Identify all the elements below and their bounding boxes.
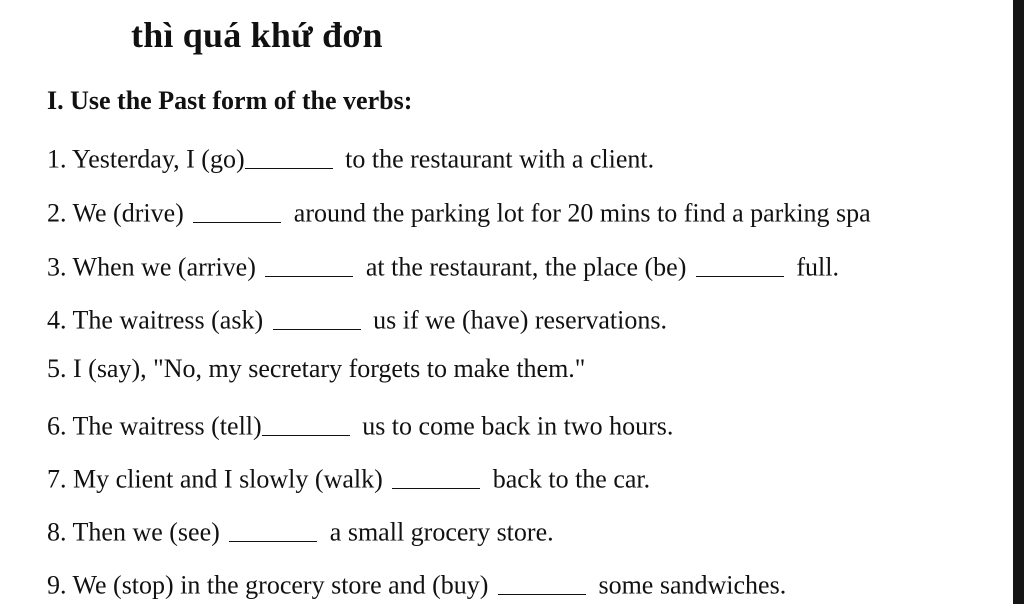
- item-number: 7.: [47, 464, 67, 494]
- item-text-before: My client and I slowly (walk): [73, 464, 383, 494]
- item-text-after: a small grocery store.: [329, 517, 554, 547]
- item-number: 5.: [47, 354, 67, 383]
- item-text-after: back to the car.: [492, 464, 651, 494]
- item-text-before: The waitress (tell): [72, 411, 262, 441]
- exercise-item-7: [47, 462, 650, 493]
- section-heading: I. Use the Past form of the verbs:: [47, 86, 413, 115]
- exercise-item-2: [47, 196, 871, 227]
- item-number: 2.: [47, 198, 67, 228]
- item-text-before: The waitress (ask): [72, 305, 264, 335]
- page-title: thì quá khứ đơn: [131, 15, 383, 55]
- item-text-after: some sandwiches.: [598, 570, 787, 600]
- exercise-item-5: [47, 356, 585, 382]
- answer-blank[interactable]: [265, 250, 353, 277]
- answer-blank[interactable]: [245, 142, 333, 169]
- item-number: 3.: [47, 252, 67, 282]
- answer-blank[interactable]: [193, 196, 281, 223]
- item-text-middle: at the restaurant, the place (be): [365, 252, 687, 282]
- item-number: 6.: [47, 411, 67, 441]
- item-text-after: us if we (have) reservations.: [373, 305, 667, 335]
- answer-blank[interactable]: [229, 515, 317, 542]
- item-text-after: full.: [796, 252, 839, 282]
- item-number: 8.: [47, 517, 67, 547]
- item-text-after: to the restaurant with a client.: [345, 144, 655, 174]
- answer-blank[interactable]: [392, 462, 480, 489]
- item-text-before: We (drive): [72, 198, 184, 228]
- exercise-item-9: [47, 568, 786, 599]
- item-text-before: Yesterday, I (go): [72, 144, 245, 174]
- item-text-before: Then we (see): [72, 517, 220, 547]
- exercise-item-8: [47, 515, 554, 546]
- item-text-before: We (stop) in the grocery store and (buy): [72, 570, 489, 600]
- answer-blank[interactable]: [262, 409, 350, 436]
- item-number: 1.: [47, 144, 67, 174]
- answer-blank[interactable]: [273, 303, 361, 330]
- answer-blank[interactable]: [696, 250, 784, 277]
- item-text-before: I (say), "No, my secretary forgets to make them.": [73, 354, 586, 383]
- exercise-item-3: [47, 250, 839, 281]
- exercise-item-4: [47, 303, 667, 334]
- exercise-item-6: [47, 409, 673, 440]
- answer-blank[interactable]: [498, 568, 586, 595]
- item-text-after: around the parking lot for 20 mins to find a parking spa: [293, 198, 871, 228]
- item-text-after: us to come back in two hours.: [362, 411, 674, 441]
- item-number: 9.: [47, 570, 67, 600]
- item-number: 4.: [47, 305, 67, 335]
- screen-edge: [1013, 0, 1024, 604]
- item-text-before: When we (arrive): [72, 252, 256, 282]
- exercise-item-1: [47, 142, 654, 173]
